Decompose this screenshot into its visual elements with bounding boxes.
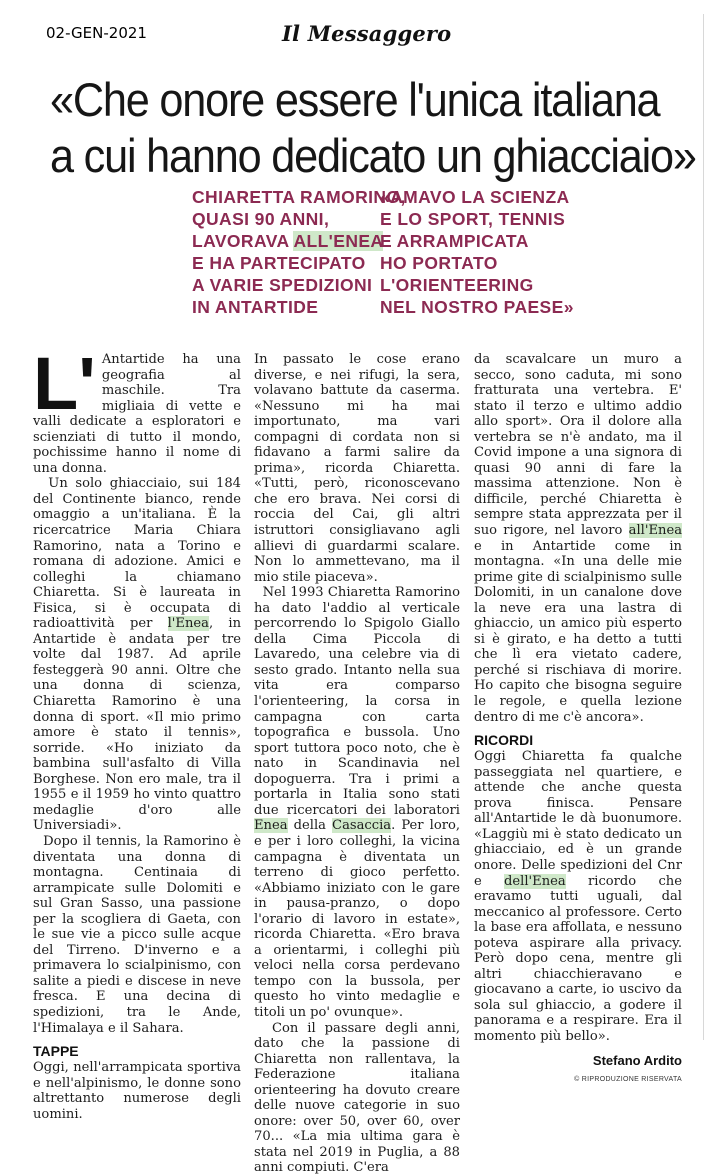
article-column-3 — [474, 352, 682, 1088]
paragraph-text: Dopo il tennis, la Ramorino è diventata una donna di montagna. Centinaia di arrampicate sulle Dolomiti e sul Gran Sasso, una passione per la scogliera di Gaeta, con le sue vie a picco sulle acque del Tirreno. D'inverno e a primavera lo scialpinismo, con salite a piedi e discese in neve fresca. E una decina di spedizioni, tra le Ande, l'Himalaya e il Sahara. — [33, 833, 241, 1036]
paragraph — [474, 352, 682, 725]
paragraph-text: della — [287, 818, 333, 834]
paragraph: Oggi, nell'arrampicata sportiva e nell'alpinismo, le donne sono altrettanto numerose degli uomini. — [33, 1060, 241, 1122]
clipping-date: 02-GEN-2021 — [46, 24, 147, 42]
deck-line: «AMAVO LA SCIENZA — [380, 187, 570, 207]
deck-line: CHIARETTA RAMORINO, — [192, 187, 406, 207]
copyright-notice: © RIPRODUZIONE RISERVATA — [574, 1076, 682, 1084]
deck-line: E HA PARTECIPATO — [192, 253, 366, 273]
byline: Stefano Ardito — [592, 1052, 682, 1068]
highlighted-text: ALL'ENEA — [293, 231, 384, 251]
paragraph — [254, 1021, 460, 1176]
subhead-ricordi: RICORDI — [474, 732, 534, 749]
paragraph-text: , in Antartide è andata per tre volte dal 1987. Ad aprile festeggerà 90 anni. Oltre che una donna di scienza, Chiaretta Ramorino è una donna di sport. «Il mio primo amore è stato il tennis», sorride. «Ho iniziato da bambina sull'asfalto di Villa Borghese. Non ero male, tra il 1955 e il 1959 ho vinto quattro medaglie d'oro alle Universiadi». — [33, 616, 241, 834]
deck-line: QUASI 90 ANNI, — [192, 209, 330, 229]
highlighted-text: dell'Enea — [504, 873, 566, 889]
deck-left — [192, 186, 406, 318]
deck-line: HO PORTATO — [380, 253, 498, 273]
paragraph — [254, 585, 460, 1020]
paragraph — [33, 342, 241, 476]
paragraph-text: Antartide ha una geografia al maschile. Tra migliaia di vette e valli dedicate a esploratori e scienziati di tutto il mondo, pochissime hanno il nome di una donna. — [33, 352, 241, 476]
paragraph-text: da scavalcare un muro a secco, sono caduta, mi sono fratturata una vertebra. E' stato il terzo e ultimo addio allo sport». Ora il dolore alla vertebra se n'è andato, ma il Covid impone a una signora di quasi 90 anni di fare la massima attenzione. Non è difficile, perché Chiaretta è sempre stata apprezzata per il suo rigore, nel lavoro — [474, 352, 682, 539]
deck-text: LAVORAVA — [192, 231, 294, 251]
paragraph — [474, 749, 682, 1044]
deck-line: E ARRAMPICATA — [380, 231, 529, 251]
deck-line: E LO SPORT, TENNIS — [380, 209, 566, 229]
deck-right — [380, 186, 574, 318]
paragraph-text: ricordo che eravamo tutti uguali, dal meccanico al professore. Certo la base era affollata, e nessuno poteva aspirare alla privacy. Però dopo cena, mentre gli altri chiacchieravano e giocavano a carte, io uscivo da sola sul ghiaccio, a godere il panorama e a respirare. Era il momento più bello». — [474, 873, 682, 1044]
headline — [50, 72, 696, 184]
paragraph — [33, 476, 241, 834]
article-column-1 — [33, 342, 242, 1122]
clipping-edge — [703, 14, 704, 1040]
drop-cap: L' — [33, 342, 96, 425]
paragraph-text: Oggi Chiaretta fa qualche passeggiata nel quartiere, e attende che anche questa prova finisca. Pensare all'Antartide le dà buonumore. «Laggiù mi è stato dedicato un ghiacciaio, ed è un grande onore. Delle spedizioni del Cnr e — [474, 749, 682, 889]
headline-line: a cui hanno dedicato un ghiacciaio» — [50, 129, 696, 182]
paragraph-text: Un solo ghiacciaio, sui 184 del Continente bianco, rende omaggio a un'italiana. È la ricercatrice Maria Chiara Ramorino, nata a Torino e romana di adozione. Amici e colleghi la chiamano Chiaretta. Si è laureata in Fisica, si è occupata di radioattività per — [33, 476, 242, 632]
deck-line — [192, 230, 384, 252]
paragraph-text: Nel 1993 Chiaretta Ramorino ha dato l'addio al verticale percorrendo lo Spigolo Giallo della Cima Piccola di Lavaredo, una celebre via di sesto grado. Intanto nella sua vita era comparso l'orienteering, la corsa in campagna con carta topografica e bussola. Uno sport tuttora poco noto, che è nato in Scandinavia nel dopoguerra. Tra i primi a portarla in Italia sono stati due ricercatori dei laboratori — [254, 585, 461, 818]
deck-line: L'ORIENTEERING — [380, 275, 534, 295]
highlighted-text: l'Enea — [167, 616, 209, 632]
highlighted-text: Enea — [254, 818, 288, 834]
highlighted-text: all'Enea — [628, 523, 682, 539]
paragraph-text: . Per loro, e per i loro colleghi, la vicina campagna è diventata un terreno di gioco perfetto. «Abbiamo iniziato con le gare in pausa-pranzo, o dopo l'orario di lavoro in estate», ricorda Chiaretta. «Ero brava a orientarmi, i colleghi più veloci nella corsa perdevano tempo con la bussola, per questo ho vinto medaglie e titoli un po' ovunque». — [254, 818, 461, 1020]
deck-line: NEL NOSTRO PAESE» — [380, 297, 574, 317]
deck-line: A VARIE SPEDIZIONI — [192, 275, 373, 295]
masthead: Il Messaggero — [282, 21, 452, 46]
article-column-2 — [254, 352, 460, 1176]
paragraph-text: e in Antartide come in montagna. «In una delle mie prime gite di scialpinismo sulle Dolomiti, in un canalone dove la neve era una lastra di ghiaccio, un amico più esperto si è girato, e ha detto a tutti che lì era vietato cadere, perché si rischiava di morire. Ho capito che bisogna seguire le regole, e quella lezione dentro di me c'è ancora». — [474, 538, 682, 725]
paragraph — [33, 834, 241, 1036]
headline-line: «Che onore essere l'unica italiana — [50, 73, 660, 126]
subhead-tappe: TAPPE — [33, 1043, 79, 1060]
deck-line: IN ANTARTIDE — [192, 297, 319, 317]
paragraph-text: Con il passare degli anni, dato che la passione di Chiaretta non rallentava, la Federazione italiana orienteering ha dovuto creare delle nuove categorie in suo onore: over 50, over 60, over 70... «La mia ultima gara è stata nel 2019 in Puglia, a 88 anni compiuti. C'era — [254, 1020, 460, 1176]
paragraph: In passato le cose erano diverse, e nei rifugi, la sera, volavano battute da caserma. «Nessuno mi ha mai importunato, ma vari compagni di cordata non si fidavano a farmi salire da prima», ricorda Chiaretta. «Tutti, però, riconoscevano che ero brava. Nei corsi di roccia del Cai, gli altri istruttori consigliavano agli allievi di guardarmi scalare. Non lo ammettevano, ma il mio stile piaceva». — [254, 352, 460, 585]
highlighted-text: Casaccia — [332, 818, 392, 834]
